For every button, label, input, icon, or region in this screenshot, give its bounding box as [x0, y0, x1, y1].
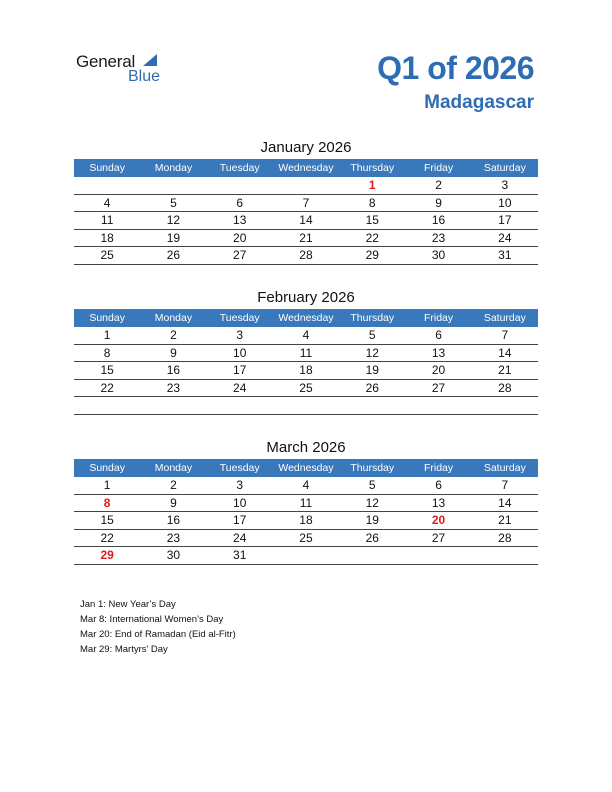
day-cell: 10	[472, 194, 538, 212]
day-cell: 2	[405, 177, 471, 194]
day-cell: 12	[339, 344, 405, 362]
day-cell: 3	[472, 177, 538, 194]
logo-text-general: General	[76, 52, 136, 71]
day-cell: 31	[472, 247, 538, 265]
week-row	[74, 247, 538, 265]
day-cell: 27	[207, 247, 273, 265]
week-row	[74, 362, 538, 380]
day-cell: 1	[339, 177, 405, 194]
weekday-header: Saturday	[472, 309, 538, 327]
holiday-note: Jan 1: New Year’s Day	[80, 599, 176, 610]
day-cell: 28	[273, 247, 339, 265]
logo-triangle-icon	[143, 54, 157, 66]
day-cell: 26	[339, 529, 405, 547]
day-cell: 12	[339, 494, 405, 512]
day-cell: 22	[339, 229, 405, 247]
month-title: February 2026	[257, 289, 355, 306]
day-cell: 3	[207, 327, 273, 344]
day-cell: 18	[273, 512, 339, 530]
day-cell: 16	[140, 512, 206, 530]
day-cell: 15	[74, 362, 140, 380]
day-cell: 26	[339, 379, 405, 397]
country-name: Madagascar	[424, 92, 534, 113]
day-cell: 23	[140, 379, 206, 397]
week-row	[74, 212, 538, 230]
day-cell: 7	[472, 327, 538, 344]
week-row	[74, 397, 538, 415]
day-cell: 17	[207, 362, 273, 380]
day-cell: 2	[140, 477, 206, 494]
day-cell: 1	[74, 477, 140, 494]
day-cell: 30	[405, 247, 471, 265]
day-cell	[140, 177, 206, 194]
day-cell: 29	[339, 247, 405, 265]
day-cell	[273, 177, 339, 194]
month-title: January 2026	[260, 139, 352, 156]
day-cell: 2	[140, 327, 206, 344]
day-cell: 18	[74, 229, 140, 247]
day-cell: 11	[273, 494, 339, 512]
day-cell: 19	[339, 512, 405, 530]
day-cell	[405, 547, 471, 565]
calendar-table	[74, 459, 538, 565]
day-cell: 13	[405, 494, 471, 512]
day-cell: 11	[273, 344, 339, 362]
day-cell: 5	[339, 327, 405, 344]
day-cell: 4	[273, 477, 339, 494]
week-row	[74, 477, 538, 494]
day-cell: 21	[472, 512, 538, 530]
day-cell: 20	[207, 229, 273, 247]
day-cell: 14	[472, 344, 538, 362]
day-cell: 19	[339, 362, 405, 380]
day-cell: 25	[273, 379, 339, 397]
weekday-header: Tuesday	[207, 159, 273, 177]
weekday-header-row	[74, 159, 538, 177]
weekday-header: Wednesday	[273, 459, 339, 477]
day-cell: 17	[472, 212, 538, 230]
holiday-note: Mar 20: End of Ramadan (Eid al-Fitr)	[80, 629, 236, 640]
holiday-note: Mar 8: International Women’s Day	[80, 614, 224, 625]
day-cell: 14	[472, 494, 538, 512]
day-cell: 23	[140, 529, 206, 547]
month-january	[74, 137, 538, 265]
weekday-header: Tuesday	[207, 459, 273, 477]
week-row	[74, 177, 538, 194]
day-cell: 23	[405, 229, 471, 247]
weekday-header: Tuesday	[207, 309, 273, 327]
day-cell: 18	[273, 362, 339, 380]
week-row	[74, 327, 538, 344]
holiday-notes	[80, 597, 236, 657]
day-cell	[405, 397, 471, 415]
week-row	[74, 194, 538, 212]
day-cell: 13	[207, 212, 273, 230]
day-cell: 31	[207, 547, 273, 565]
weekday-header: Wednesday	[273, 309, 339, 327]
day-cell	[339, 397, 405, 415]
day-cell: 14	[273, 212, 339, 230]
day-cell: 21	[273, 229, 339, 247]
weekday-header: Wednesday	[273, 159, 339, 177]
day-cell	[140, 397, 206, 415]
day-cell: 10	[207, 344, 273, 362]
day-cell: 13	[405, 344, 471, 362]
month-march	[74, 437, 538, 565]
day-cell: 24	[472, 229, 538, 247]
day-cell	[207, 177, 273, 194]
day-cell: 6	[405, 477, 471, 494]
holiday-note: Mar 29: Martyrs’ Day	[80, 644, 168, 655]
day-cell: 4	[74, 194, 140, 212]
day-cell: 6	[207, 194, 273, 212]
day-cell: 16	[140, 362, 206, 380]
weekday-header: Monday	[140, 459, 206, 477]
day-cell: 7	[273, 194, 339, 212]
weekday-header: Monday	[140, 309, 206, 327]
day-cell	[273, 397, 339, 415]
day-cell: 24	[207, 529, 273, 547]
generalblue-logo	[76, 52, 176, 88]
day-cell: 8	[74, 344, 140, 362]
weekday-header: Sunday	[74, 309, 140, 327]
day-cell: 4	[273, 327, 339, 344]
day-cell: 12	[140, 212, 206, 230]
weekday-header: Thursday	[339, 159, 405, 177]
weekday-header: Friday	[405, 159, 471, 177]
day-cell: 22	[74, 379, 140, 397]
day-cell: 30	[140, 547, 206, 565]
day-cell	[207, 397, 273, 415]
day-cell: 9	[140, 494, 206, 512]
month-title: March 2026	[266, 439, 346, 456]
day-cell: 6	[405, 327, 471, 344]
day-cell: 20	[405, 512, 471, 530]
day-cell	[273, 547, 339, 565]
day-cell: 9	[140, 344, 206, 362]
day-cell: 3	[207, 477, 273, 494]
week-row	[74, 494, 538, 512]
day-cell: 29	[74, 547, 140, 565]
page-title: Q1 of 2026	[377, 50, 534, 86]
day-cell: 9	[405, 194, 471, 212]
week-row	[74, 529, 538, 547]
weekday-header: Thursday	[339, 309, 405, 327]
weekday-header: Saturday	[472, 459, 538, 477]
day-cell: 15	[74, 512, 140, 530]
weekday-header: Sunday	[74, 159, 140, 177]
day-cell	[339, 547, 405, 565]
weekday-header: Saturday	[472, 159, 538, 177]
weekday-header: Thursday	[339, 459, 405, 477]
day-cell: 26	[140, 247, 206, 265]
day-cell: 7	[472, 477, 538, 494]
day-cell: 28	[472, 529, 538, 547]
day-cell: 21	[472, 362, 538, 380]
week-row	[74, 547, 538, 565]
weekday-header: Friday	[405, 459, 471, 477]
calendar-table	[74, 159, 538, 265]
day-cell: 27	[405, 529, 471, 547]
day-cell: 28	[472, 379, 538, 397]
day-cell: 17	[207, 512, 273, 530]
weekday-header: Friday	[405, 309, 471, 327]
month-february	[74, 287, 538, 415]
day-cell: 8	[74, 494, 140, 512]
day-cell: 5	[339, 477, 405, 494]
day-cell	[74, 177, 140, 194]
day-cell	[472, 547, 538, 565]
day-cell: 19	[140, 229, 206, 247]
week-row	[74, 229, 538, 247]
week-row	[74, 512, 538, 530]
week-row	[74, 344, 538, 362]
weekday-header: Sunday	[74, 459, 140, 477]
day-cell: 8	[339, 194, 405, 212]
day-cell: 25	[273, 529, 339, 547]
day-cell: 20	[405, 362, 471, 380]
weekday-header: Monday	[140, 159, 206, 177]
day-cell: 5	[140, 194, 206, 212]
day-cell: 11	[74, 212, 140, 230]
day-cell: 24	[207, 379, 273, 397]
day-cell: 15	[339, 212, 405, 230]
logo-text-blue: Blue	[128, 68, 161, 85]
day-cell	[74, 397, 140, 415]
weekday-header-row	[74, 309, 538, 327]
day-cell: 1	[74, 327, 140, 344]
day-cell: 22	[74, 529, 140, 547]
day-cell: 27	[405, 379, 471, 397]
weekday-header-row	[74, 459, 538, 477]
calendar-table	[74, 309, 538, 415]
day-cell: 25	[74, 247, 140, 265]
day-cell	[472, 397, 538, 415]
week-row	[74, 379, 538, 397]
day-cell: 10	[207, 494, 273, 512]
day-cell: 16	[405, 212, 471, 230]
